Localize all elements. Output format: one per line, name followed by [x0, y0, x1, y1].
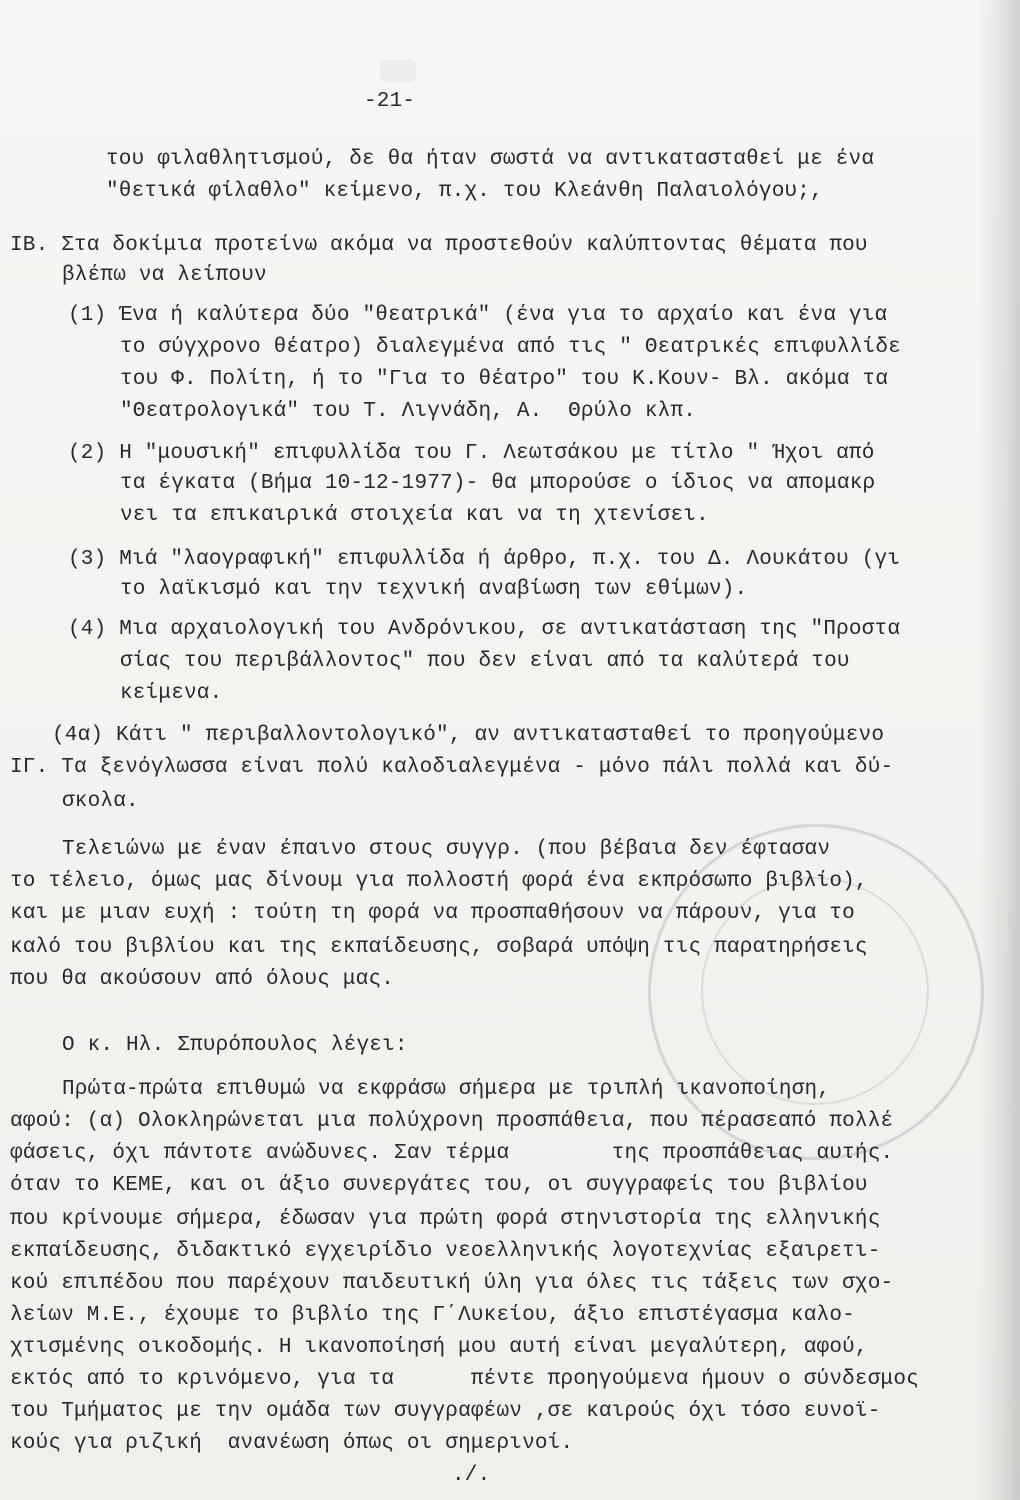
text-line: ΙΒ. Στα δοκίμια προτείνω ακόμα να προστεθούν καλύπτοντας θέματα που — [10, 234, 868, 257]
text-line: τα έγκατα (Βήμα 10-12-1977)- θα μπορούσε ο ίδιος να απομακρ — [120, 472, 876, 495]
text-line: όταν το ΚΕΜΕ, και οι άξιο συνεργάτες του, οι συγγραφείς του βιβλίου — [10, 1174, 868, 1197]
text-line: (3) Μιά "λαογραφική" επιφυλλίδα ή άρθρο, π.χ. του Δ. Λουκάτου (γι — [68, 548, 901, 571]
text-line: Πρώτα-πρώτα επιθυμώ να εκφράσω σήμερα με τριπλή ικανοποίηση, — [62, 1078, 831, 1101]
page-number: -21- — [364, 90, 416, 113]
text-line: "θετικά φίλαθλο" κείμενο, π.χ. του Κλεάνθη Παλαιολόγου;, — [106, 180, 823, 203]
text-line: νει τα επικαιρικά στοιχεία και να τη χτενίσει. — [120, 504, 709, 527]
text-line: καλό του βιβλίου και της εκπαίδευσης, σοβαρά υπόψη τις παρατηρήσεις — [10, 936, 868, 959]
text-line: ΙΓ. Τα ξενόγλωσσα είναι πολύ καλοδιαλεγμένα - μόνο πάλι πολλά και δύ- — [10, 756, 894, 779]
text-line: φάσεις, όχι πάντοτε ανώδυνες. Σαν τέρμα της προσπάθειας αυτής. — [10, 1142, 894, 1165]
text-line: εκπαίδευσης, διδακτικό εγχειρίδιο νεοελληνικής λογοτεχνίας εξαιρετι- — [10, 1240, 881, 1263]
text-line: σκολα. — [62, 790, 139, 813]
text-line: χτισμένης οικοδομής. Η ικανοποίησή μου αυτή είναι μεγαλύτερη, αφού, — [10, 1336, 868, 1359]
text-line: κείμενα. — [120, 682, 223, 705]
text-line: Ο κ. Ηλ. Σπυρόπουλος λέγει: — [62, 1034, 408, 1057]
text-line: κού επιπέδου που παρέχουν παιδευτική ύλη για όλες τις τάξεις των σχο- — [10, 1272, 894, 1295]
text-line: σίας του περιβάλλοντος" που δεν είναι από τα καλύτερά του — [120, 650, 850, 673]
text-line: του φιλαθλητισμού, δε θα ήταν σωστά να αντικατασταθεί με ένα — [106, 148, 875, 171]
text-line: που κρίνουμε σήμερα, έδωσαν για πρώτη φορά στηνιστορία της ελληνικής — [10, 1208, 881, 1231]
text-line: (1) Ένα ή καλύτερα δύο "θεατρικά" (ένα για το αρχαίο και ένα για — [68, 304, 888, 327]
text-line: "Θεατρολογικά" του Τ. Λιγνάδη, Α. Θρύλο κλπ. — [120, 400, 697, 423]
text-line: που θα ακούσουν από όλους μας. — [10, 968, 395, 991]
text-line: λείων Μ.Ε., έχουμε το βιβλίο της Γ΄Λυκείου, άξιο επιστέγασμα καλο- — [10, 1304, 855, 1327]
text-line: βλέπω να λείπουν — [62, 264, 267, 287]
continuation-mark: ./. — [452, 1464, 491, 1487]
text-line: κούς για ριζική ανανέωση όπως οι σημερινοί. — [10, 1432, 574, 1455]
page-edge-shadow — [978, 0, 1020, 1500]
text-line: του Φ. Πολίτη, ή το "Για το θέατρο" του Κ.Κουν- Βλ. ακόμα τα — [120, 368, 889, 391]
text-line: αφού: (α) Ολοκληρώνεται μια πολύχρονη προσπάθεια, που πέρασεαπό πολλέ — [10, 1110, 894, 1133]
text-line: Τελειώνω με έναν έπαινο στους συγγρ. (που βέβαια δεν έφτασαν — [62, 838, 831, 861]
text-line: και με μιαν ευχή : τούτη τη φορά να προσπαθήσουν να πάρουν, για το — [10, 902, 855, 925]
text-line: (4α) Κάτι " περιβαλλοντολογικό", αν αντικατασταθεί το προηγούμενο — [52, 724, 885, 747]
show-through-mark — [380, 60, 416, 82]
text-line: το σύγχρονο θέατρο) διαλεγμένα από τις " Θεατρικές επιφυλλίδε — [120, 336, 901, 359]
text-line: το τέλειο, όμως μας δίνουμ για πολλοστή φορά ένα εκπρόσωπο βιβλίο), — [10, 870, 868, 893]
text-line: το λαϊκισμό και την τεχνική αναβίωση των εθίμων). — [120, 578, 748, 601]
text-line: (2) Η "μουσική" επιφυλλίδα του Γ. Λεωτσάκου με τίτλο " Ήχοι από — [68, 442, 875, 465]
text-line: (4) Μια αρχαιολογική του Ανδρόνικου, σε αντικατάσταση της "Προστα — [68, 618, 901, 641]
text-line: του Τμήματος με την ομάδα των συγγραφέων ,σε καιρούς όχι τόσο ευνοϊ- — [10, 1400, 881, 1423]
text-line: εκτός από το κρινόμενο, για τα πέντε προηγούμενα ήμουν ο σύνδεσμος — [10, 1368, 919, 1391]
